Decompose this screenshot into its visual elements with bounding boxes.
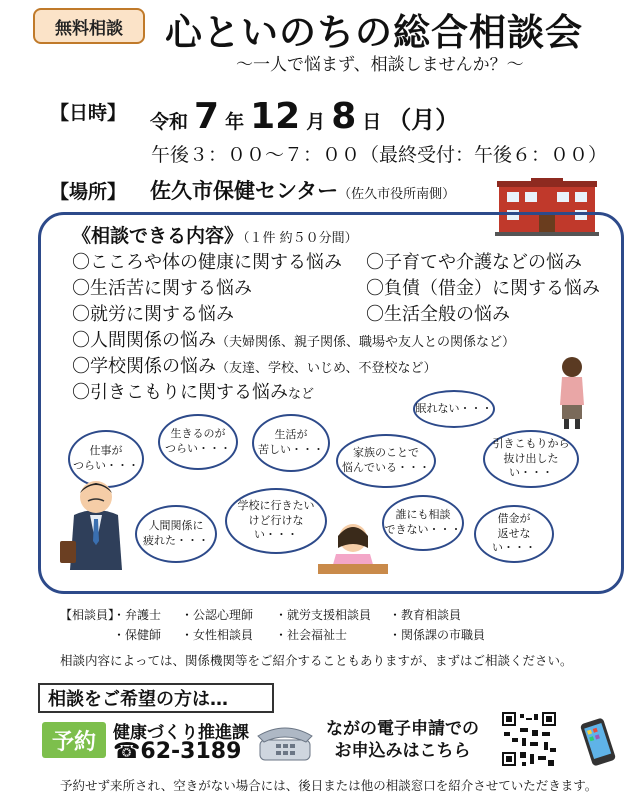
- consult-item: [72, 326, 515, 352]
- staff-member: ・関係課の市職員: [389, 628, 486, 642]
- consult-item: [366, 300, 510, 326]
- date-year: 7: [194, 96, 220, 137]
- consult-item: [72, 378, 314, 404]
- consult-item-note: （夫婦関係、親子関係、職場や友人との関係など）: [216, 335, 516, 350]
- consult-item-text: 〇引きこもりに関する悩み: [72, 382, 288, 403]
- free-consult-badge: 無料相談: [33, 8, 145, 44]
- staff-member: ・社会福祉士: [275, 628, 348, 642]
- consult-item: [72, 300, 234, 326]
- consult-item-text: 〇負債（借金）に関する悩み: [366, 278, 600, 299]
- consult-duration: （１件 約５０分間）: [243, 231, 358, 246]
- consult-item: [72, 352, 436, 378]
- date-year-unit: 年: [225, 111, 245, 133]
- staff-member: ・弁護士: [113, 608, 162, 622]
- reserve-label: 予約: [42, 722, 106, 758]
- worry-bubble: 借金が 返せない・・・: [474, 505, 554, 563]
- staff-member: ・公認心理師: [181, 608, 254, 622]
- worry-bubble: 仕事が つらい・・・: [68, 430, 144, 488]
- worry-bubble: 引きこもりから 抜け出したい・・・: [483, 430, 579, 488]
- footer-note: 予約せず来所され、空きがない場合には、後日または他の相談窓口を紹介させていただきます。: [60, 778, 598, 793]
- place-note: （佐久市役所南側）: [338, 187, 456, 202]
- phone-number[interactable]: ☎62-3189: [113, 739, 242, 764]
- consult-item: [72, 248, 342, 274]
- apply-heading: 相談をご希望の方は…: [38, 683, 274, 713]
- consult-item-text: 〇学校関係の悩み: [72, 356, 216, 377]
- qr-code-icon[interactable]: [500, 710, 558, 768]
- worried-man-illustration: [56, 475, 136, 570]
- place-label: 【場所】: [50, 181, 127, 203]
- worry-bubble: 眠れない・・・: [413, 390, 495, 428]
- consult-item-note: など: [288, 387, 315, 402]
- date-day-unit: 日: [362, 111, 382, 133]
- worry-bubble: 生きるのが つらい・・・: [158, 414, 238, 470]
- date-weekday: （月）: [387, 106, 460, 134]
- staff-member: ・女性相談員: [181, 628, 254, 642]
- student-illustration: [318, 518, 388, 574]
- consult-item: [72, 274, 252, 300]
- department-name: 健康づくり推進課: [113, 723, 249, 743]
- consult-item-text: 〇生活全般の悩み: [366, 304, 510, 325]
- worry-bubble: 家族のことで 悩んでいる・・・: [336, 434, 436, 488]
- consult-item-text: 〇生活苦に関する悩み: [72, 278, 252, 299]
- consult-item-note: （友達、学校、いじめ、不登校など）: [216, 361, 437, 376]
- disclaimer-text: 相談内容によっては、関係機関等をご紹介することもありますが、まずはご相談ください。: [60, 653, 573, 668]
- worry-bubble: 人間関係に 疲れた・・・: [135, 505, 217, 563]
- telephone-icon: [256, 722, 314, 762]
- page-subtitle: ～一人で悩まず、相談しませんか？～: [236, 55, 524, 75]
- date-day: 8: [331, 96, 357, 137]
- consult-item-text: 〇就労に関する悩み: [72, 304, 234, 325]
- online-application-text: [326, 718, 479, 762]
- sad-girl-illustration: [552, 355, 592, 429]
- event-date: [150, 96, 459, 137]
- place-name: 佐久市保健センター: [150, 179, 339, 203]
- consult-item: [366, 248, 582, 274]
- staff-member: ・就労支援相談員: [275, 608, 372, 622]
- consult-item: [366, 274, 600, 300]
- event-place: [150, 175, 455, 205]
- staff-label: 【相談員】: [60, 608, 121, 622]
- date-month: 12: [250, 96, 301, 137]
- page-title: 心といのちの総合相談会: [165, 11, 583, 54]
- worry-bubble: 生活が 苦しい・・・: [252, 414, 330, 472]
- online-line-2: お申込みはこちら: [334, 741, 471, 762]
- staff-member: ・保健師: [113, 628, 162, 642]
- consult-item-text: 〇子育てや介護などの悩み: [366, 252, 582, 273]
- consult-heading: [72, 221, 358, 248]
- consult-heading-text: 《相談できる内容》: [72, 225, 244, 247]
- date-month-unit: 月: [306, 111, 326, 133]
- date-label: 【日時】: [50, 102, 127, 124]
- consult-item-text: 〇人間関係の悩み: [72, 330, 216, 351]
- consult-item-text: 〇こころや体の健康に関する悩み: [72, 252, 342, 273]
- staff-member: ・教育相談員: [389, 608, 462, 622]
- online-line-1: ながの電子申請での: [326, 719, 479, 739]
- smartphone-icon: [580, 718, 616, 766]
- event-time: 午後３：００～７：００（最終受付：午後６：００）: [151, 144, 608, 166]
- worry-bubble: 学校に行きたい けど行けない・・・: [225, 488, 327, 554]
- date-era: 令和: [150, 111, 189, 133]
- worry-bubble: 誰にも相談 できない・・・: [382, 495, 464, 551]
